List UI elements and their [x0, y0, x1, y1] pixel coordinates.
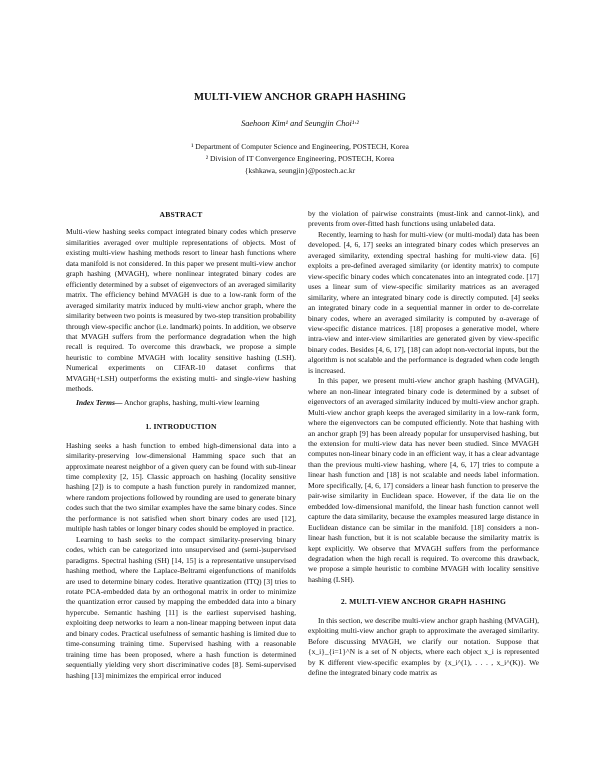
- index-terms: [66, 398, 296, 408]
- affiliations: [0, 141, 600, 177]
- intro-heading: 1. INTRODUCTION: [145, 422, 217, 432]
- index-terms-label: Index Terms—: [76, 397, 123, 407]
- intro-paragraph-1: Hashing seeks a hash function to embed high-dimensional data into a similarity-preserving low-dimensional Hamming space such that an approximate nearest neighbor of a given query can be found with sub-linear time complexity [2, 15]. Classic approach on hashing (locality sensitive hashing [2]) is to compute a hash function purely in randomized manner, where random projections followed by rounding are used to generate binary codes such that the two similar examples have the same binary codes. Since the performance is not satisfied when short binary codes are used [12], multiple hash tables or longer binary codes should be employed in practice.: [66, 440, 296, 534]
- right-column: [308, 209, 539, 678]
- intro-paragraph-2: Learning to hash seeks to the compact similarity-preserving binary codes, which can be categorized into unsupervised and (semi-)supervised paradigms. Spectral hashing (SH) [14, 15] is a representative unsupervised hashing method, where the Laplace-Beltrami eigenfunctions of manifolds are used to determine binary codes. Iterative quantization (ITQ) [3] tries to rotate PCA-embedded data by an orthogonal matrix in order to minimize the quantization error caused by mapping the embedded data into a binary hypercube. Semantic hashing [11] is the earliest supervised hashing, exploiting deep networks to learn a non-linear mapping between input data and binary codes. Practical usefulness of semantic hashing is limited due to time-consuming training time. Supervised hashing with a reasonable training time has been proposed, where a hash function is determined sequentially yielding very short discriminative codes [8]. Semi-supervised hashing [13] minimizes the empirical error induced: [66, 534, 296, 680]
- intro-paragraph-continued: by the violation of pairwise constraints (must-link and cannot-link), and prevents from over-fitted hash functions using unlabeled data.: [308, 209, 539, 229]
- abstract-heading: ABSTRACT: [159, 210, 203, 219]
- intro-paragraph-3: Recently, learning to hash for multi-view (or multi-modal) data has been developed. [4, 6, 17] seeks an integrated binary codes which preserves an averaged similarity, extending spectral hashing for multi-view data. [6] exploits a pre-defined averaged similarity (or identity matrix) to compute view-specific binary codes which concatenates into an integrated code. [17] uses a linear sum of view-specific similarity matrices as an averaged similarity, where an integrated binary code is directly computed. [4] seeks an integrated binary code in a sequential manner in order to de-correlate binary codes, where an averaged similarity is computed by α-average of view-specific distance matrices. [18] proposes a generative model, where intra-view and inter-view similarities are generated given by view-specific binary codes. Besides [4, 6, 17], [18] can adopt non-vectorial inputs, but the algorithm is not scalable and the performance is degraded when code length is increased.: [308, 229, 539, 375]
- affiliation-2: ² Division of IT Convergence Engineering, POSTECH, Korea: [205, 154, 395, 163]
- author-emails: {kshkawa, seungjin}@postech.ac.kr: [244, 166, 356, 175]
- intro-paragraph-4: In this paper, we present multi-view anchor graph hashing (MVAGH), where an non-linear integrated binary code is determined by a subset of eigenvectors of an averaged similarity induced by multi-view anchor graph. Multi-view anchor graph keeps the averaged similarity in a low-rank form, where the eigenvectors can be computed efficiently. Note that hashing with an anchor graph [9] has been already popular for unsupervised hashing, but the extension for multi-view data has never been studied. Since MVAGH computes non-linear binary code in an efficient way, it has a clear advantage than the previous multi-view hashing, where [4, 6, 17] tries to compute a linear hash function and [18] is not scalable and needs label information. More specifically, [4, 6, 17] considers a linear hash function to preserve the pair-wise similarity in Euclidean space. However, if the data lie on the embedded low-dimensional manifold, the linear hash function cannot well capture the data similarity, because the examples measured large distance in Euclidean distance can be similar in the manifold. [18] considers a non-linear hash function, but it is not scalable because the similarity matrix is kept explicitly. We observe that MVAGH suffers from the performance degradation when the high recall is required. To overcome this drawback, we propose a simple heuristic to combine MVAGH with locality sensitive hashing (LSH).: [308, 376, 539, 584]
- left-column: [66, 209, 296, 681]
- paper-authors: Saehoon Kim¹ and Seungjin Choi¹·²: [241, 119, 359, 128]
- affiliation-1: ¹ Department of Computer Science and Engineering, POSTECH, Korea: [191, 142, 409, 151]
- section-2-paragraph-1: In this section, we describe multi-view anchor graph hashing (MVAGH), exploiting multi-view anchor graph to approximate the averaged similarity. Before discussing MVAGH, we clarify our notation. Suppose that {x_i}_{i=1}^N is a set of N objects, where each object x_i is represented by K different view-specific examples by {x_i^(1), . . . , x_i^(K)}. We define the integrated binary code matrix as: [308, 615, 539, 678]
- paper-title: MULTI-VIEW ANCHOR GRAPH HASHING: [194, 92, 406, 103]
- index-terms-text: Anchor graphs, hashing, multi-view learning: [123, 397, 260, 407]
- section-2-heading: 2. MULTI-VIEW ANCHOR GRAPH HASHING: [340, 597, 507, 607]
- abstract-text: Multi-view hashing seeks compact integrated binary codes which preserve similarities averaged over multiple representations of objects. Most of existing multi-view hashing methods resort to linear hash functions where data manifold is not considered. In this paper we present multi-view anchor graph hashing (MVAGH), where nonlinear integrated binary codes are efficiently determined by a subset of eigenvectors of an averaged similarity matrix. The efficiency behind MVAGH is due to a low-rank form of the averaged similarity matrix induced by multi-view anchor graph, where the similarity between two points is measured by two-step transition probability through view-specific anchor (i.e. landmark) points. In addition, we observe that MVAGH suffers from the performance degradation when the high recall is required. To overcome this drawback, we propose a simple heuristic to combine MVAGH with locality sensitive hashing (LSH). Numerical experiments on CIFAR-10 dataset confirms that MVAGH(+LSH) outperforms the existing multi- and single-view hashing methods.: [66, 227, 296, 394]
